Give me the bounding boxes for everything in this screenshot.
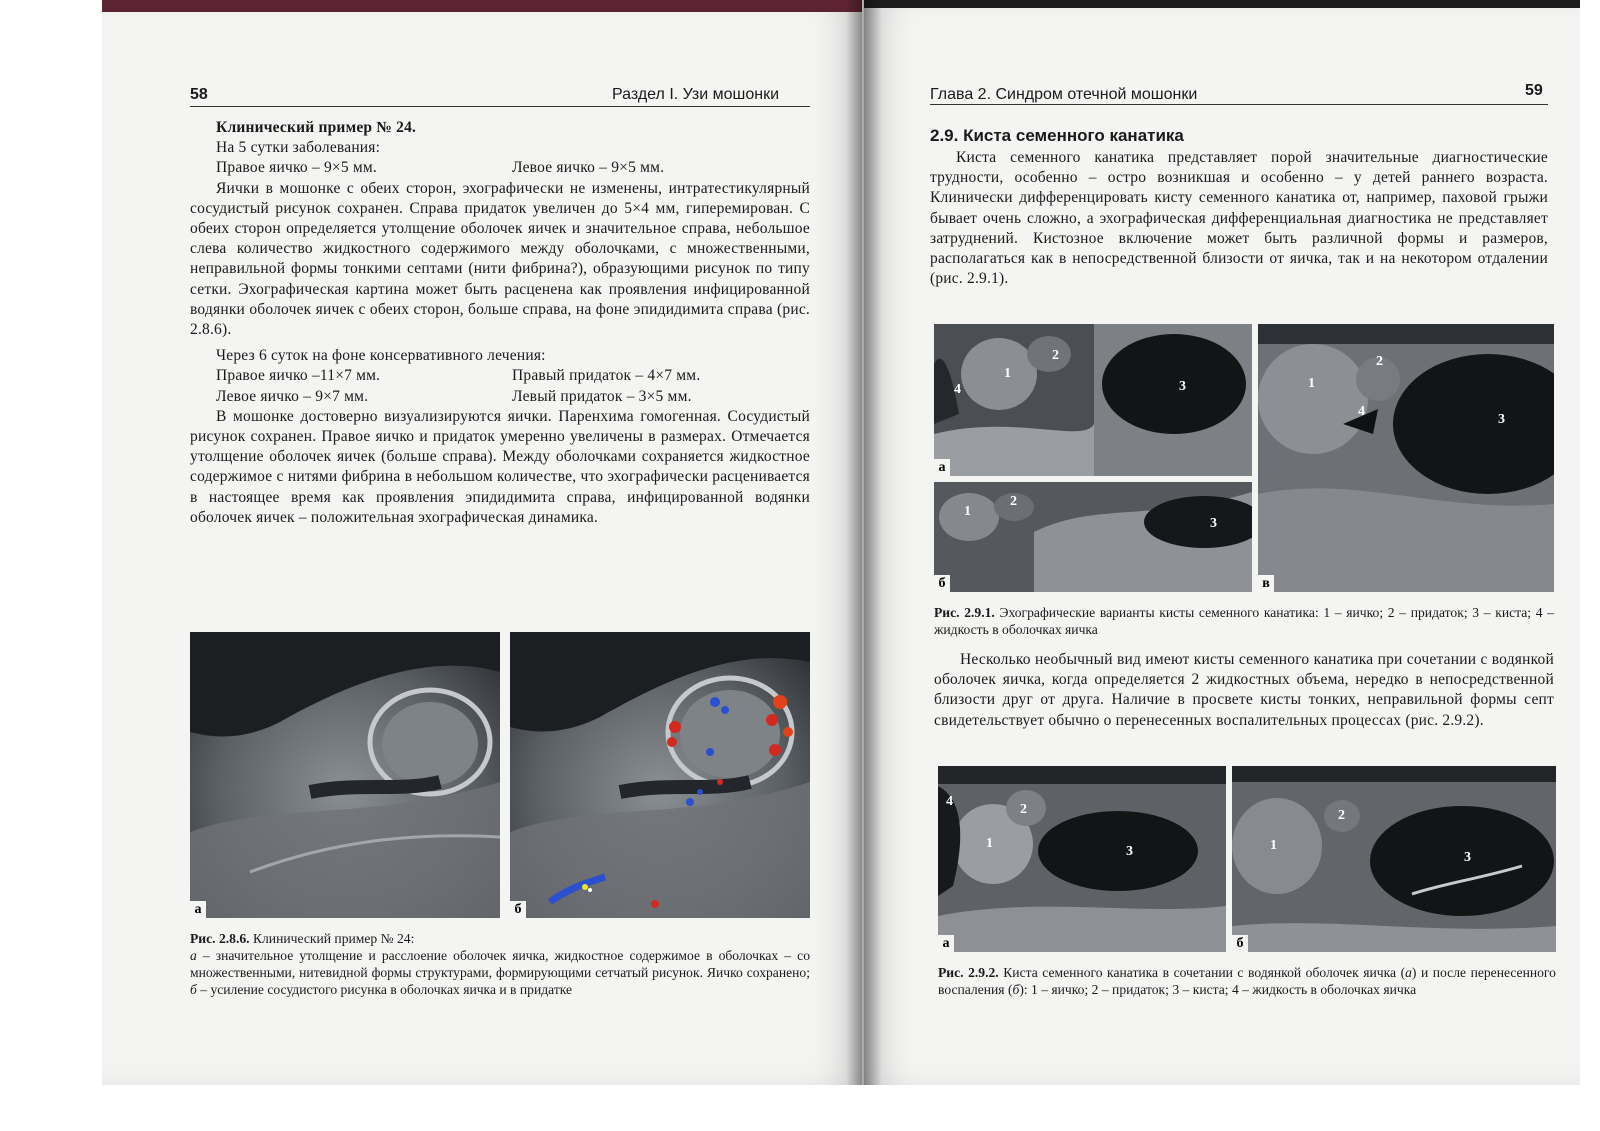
measure-left-testis-2: Левое яичко – 9×7 мм. bbox=[216, 387, 369, 405]
fig-2-8-6-caption-text-b: – усиление сосудистого рисунка в оболочках яичка и в придатке bbox=[196, 982, 573, 997]
fig-2-9-1-caption bbox=[934, 604, 1554, 638]
section-heading: 2.9. Киста семенного канатика bbox=[930, 126, 1184, 145]
fig-2-8-6-panel-a-label: а bbox=[190, 901, 206, 918]
ultrasound-image-2-9-1-v bbox=[1258, 324, 1554, 592]
measure-row-3 bbox=[190, 387, 810, 407]
left-paragraph-2: В мошонке достоверно визуализируются яички. Паренхима гомогенная. Сосудистый рисунок сохранен. Правое яичко и придаток умеренно увеличены в размерах. Отмечается утолщение оболочек яичек (больше справа). Между оболочками сохраняется жидкостное содержимое с нитями фибрина в небольшом количестве, что эхографически расценивается в настоящее время как проявления эпидидимита справа, инфицированной водянки оболочек яичек – положительная эхографическая динамика. bbox=[190, 407, 810, 526]
fig-2-9-1-panel-a-label: а bbox=[934, 459, 950, 476]
ultrasound-image-2-8-6-a bbox=[190, 632, 500, 918]
right-paragraph-2-text: Несколько необычный вид имеют кисты семенного канатика при сочетании с водянкой оболочек яичка, когда определяется 2 жидкостных объема, нередко в непосредственной близости друг от друга. Наличие в просвете кисты тонких, неправильной формы септ свидетельствует обычно о перенесенных воспалительных процессах (рис. 2.9.2). bbox=[934, 651, 1554, 729]
fig-2-9-1-v-label-3: 3 bbox=[1498, 412, 1505, 427]
fig-2-9-1-panel-v-label: в bbox=[1258, 575, 1274, 592]
measure-right-epididymis: Правый придаток – 4×7 мм. bbox=[512, 367, 701, 385]
fig-2-9-2-b-label-3: 3 bbox=[1464, 850, 1471, 865]
measure-left-testis-1: Левое яичко – 9×5 мм. bbox=[512, 159, 665, 177]
fig-2-8-6-caption-a: а bbox=[190, 948, 197, 963]
case-title: Клинический пример № 24. bbox=[216, 119, 417, 136]
fig-2-9-2-panel-a-label: а bbox=[938, 935, 954, 952]
fig-2-8-6-caption-lead: Клинический пример № 24: bbox=[249, 931, 415, 946]
right-paragraph-2 bbox=[934, 650, 1554, 731]
fig-2-9-1-v-label-2: 2 bbox=[1376, 354, 1383, 369]
right-paragraph-1-text: Киста семенного канатика представляет порой значительные диагностические трудности, особенно – остро возникшая и особенно – у детей раннего возраста. Клинически дифференцировать кисту семенного канатика от, например, паховой грыжи бывает очень сложно, а эхографическая дифференциальная диагностика не представляет затруднений. Кистозное включение может быть различной формы и размеров, располагаться как в непосредственной близости от яичка, так и на некотором отдалении (рис. 2.9.1). bbox=[930, 149, 1548, 288]
fig-2-9-1-v-label-4: 4 bbox=[1358, 404, 1365, 419]
fig-2-9-1-caption-title: Рис. 2.9.1. bbox=[934, 605, 995, 620]
fig-2-9-2-caption-b: б bbox=[1012, 982, 1020, 997]
left-head-rule bbox=[190, 106, 810, 107]
ultrasound-image-2-9-1-b bbox=[934, 482, 1252, 592]
fig-2-8-6-caption bbox=[190, 930, 810, 998]
fig-2-9-1-a-label-1: 1 bbox=[1004, 366, 1011, 381]
fig-2-9-1-a-label-4: 4 bbox=[954, 382, 961, 397]
right-page-number: 59 bbox=[1525, 82, 1543, 99]
onset-line: На 5 сутки заболевания: bbox=[216, 139, 381, 157]
ultrasound-image-2-9-1-a bbox=[934, 324, 1252, 476]
right-paragraph-1 bbox=[930, 148, 1548, 289]
book-edge-top-right bbox=[864, 0, 1580, 8]
fig-2-9-1-b-label-2: 2 bbox=[1010, 494, 1017, 509]
right-running-head: Глава 2. Синдром отечной мошонки bbox=[930, 86, 1198, 103]
right-head-rule bbox=[930, 104, 1548, 105]
fig-2-8-6-caption-text-a: – значительное утолщение и расслоение оболочек яичка, жидкостное содержимое в оболочках – со множественными, нитевидной формы структурами, формирующими сетчатый рисунок. Яичко сохранено; bbox=[190, 948, 810, 980]
fig-2-9-2-caption-a: а bbox=[1405, 965, 1412, 980]
fig-2-9-1-panel-b-label: б bbox=[934, 575, 950, 592]
measure-row-2 bbox=[190, 366, 810, 386]
fig-2-9-1-a-label-2: 2 bbox=[1052, 348, 1059, 363]
left-running-head: Раздел I. Узи мошонки bbox=[612, 86, 780, 103]
measure-right-testis-1: Правое яичко – 9×5 мм. bbox=[216, 159, 377, 177]
fig-2-9-2-caption-title: Рис. 2.9.2. bbox=[938, 965, 999, 980]
book-edge-top-left bbox=[102, 0, 862, 12]
fig-2-9-1-v-label-1: 1 bbox=[1308, 376, 1315, 391]
measure-row-1 bbox=[190, 158, 810, 178]
fig-2-9-2-caption-text-3: ): 1 – яичко; 2 – придаток; 3 – киста; 4 – жидкость в оболочках яичка bbox=[1019, 982, 1417, 997]
fig-2-9-1-b-label-1: 1 bbox=[964, 504, 971, 519]
fig-2-8-6-caption-title: Рис. 2.8.6. bbox=[190, 931, 250, 946]
fig-2-9-2-panel-b-label: б bbox=[1232, 935, 1248, 952]
fig-2-9-2-a-label-2: 2 bbox=[1020, 802, 1027, 817]
fig-2-9-2-a-label-1: 1 bbox=[986, 836, 993, 851]
fig-2-9-1-caption-text: Эхографические варианты кисты семенного канатика: 1 – яичко; 2 – придаток; 3 – киста; 4 – жидкость в оболочках яичка bbox=[934, 605, 1554, 637]
fig-2-9-2-b-label-1: 1 bbox=[1270, 838, 1277, 853]
fig-2-8-6-panel-b-label: б bbox=[510, 901, 526, 918]
ultrasound-image-2-9-2-a bbox=[938, 766, 1226, 952]
fig-2-9-2-b-label-2: 2 bbox=[1338, 808, 1345, 823]
left-text-block bbox=[190, 118, 810, 528]
fig-2-9-2-caption bbox=[938, 964, 1556, 998]
ultrasound-image-2-9-2-b bbox=[1232, 766, 1556, 952]
measure-right-testis-2: Правое яичко –11×7 мм. bbox=[216, 367, 381, 385]
left-paragraph-1: Яички в мошонке с обеих сторон, эхографически не изменены, интратестикулярный сосудистый рисунок сохранен. Справа придаток увеличен до 5×4 мм, гиперемирован. С обеих сторон определяется утолщение оболочек яичек и значительное справа, небольшое слева количество жидкостного содержимого между оболочками, с множественными, неправильной формы тонкими септами (нити фибрина?), образующими рисунок по типу сетки. Эхографическая картина может быть расценена как проявления инфицированной водянки оболочек яичек с обеих сторон, больше справа, на фоне эпидидимита справа (рис. 2.8.6). bbox=[190, 179, 810, 339]
fig-2-9-2-caption-text-2: ) и после перенесенного воспаления ( bbox=[938, 965, 1556, 997]
fig-2-9-2-caption-text-1: Киста семенного канатика в сочетании с водянкой оболочек яичка ( bbox=[998, 965, 1406, 980]
fig-2-9-1-b-label-3: 3 bbox=[1210, 516, 1217, 531]
fig-2-9-2-a-label-3: 3 bbox=[1126, 844, 1133, 859]
left-page-number: 58 bbox=[190, 86, 208, 103]
fig-2-8-6-caption-b: б bbox=[190, 982, 197, 997]
ultrasound-image-2-8-6-b bbox=[510, 632, 810, 918]
fig-2-9-2-a-label-4: 4 bbox=[946, 794, 953, 809]
fig-2-9-1-a-label-3: 3 bbox=[1179, 379, 1186, 394]
book-gutter bbox=[846, 0, 882, 1085]
measure-left-epididymis: Левый придаток – 3×5 мм. bbox=[512, 387, 692, 405]
after-treatment-line: Через 6 суток на фоне консервативного лечения: bbox=[216, 347, 546, 365]
